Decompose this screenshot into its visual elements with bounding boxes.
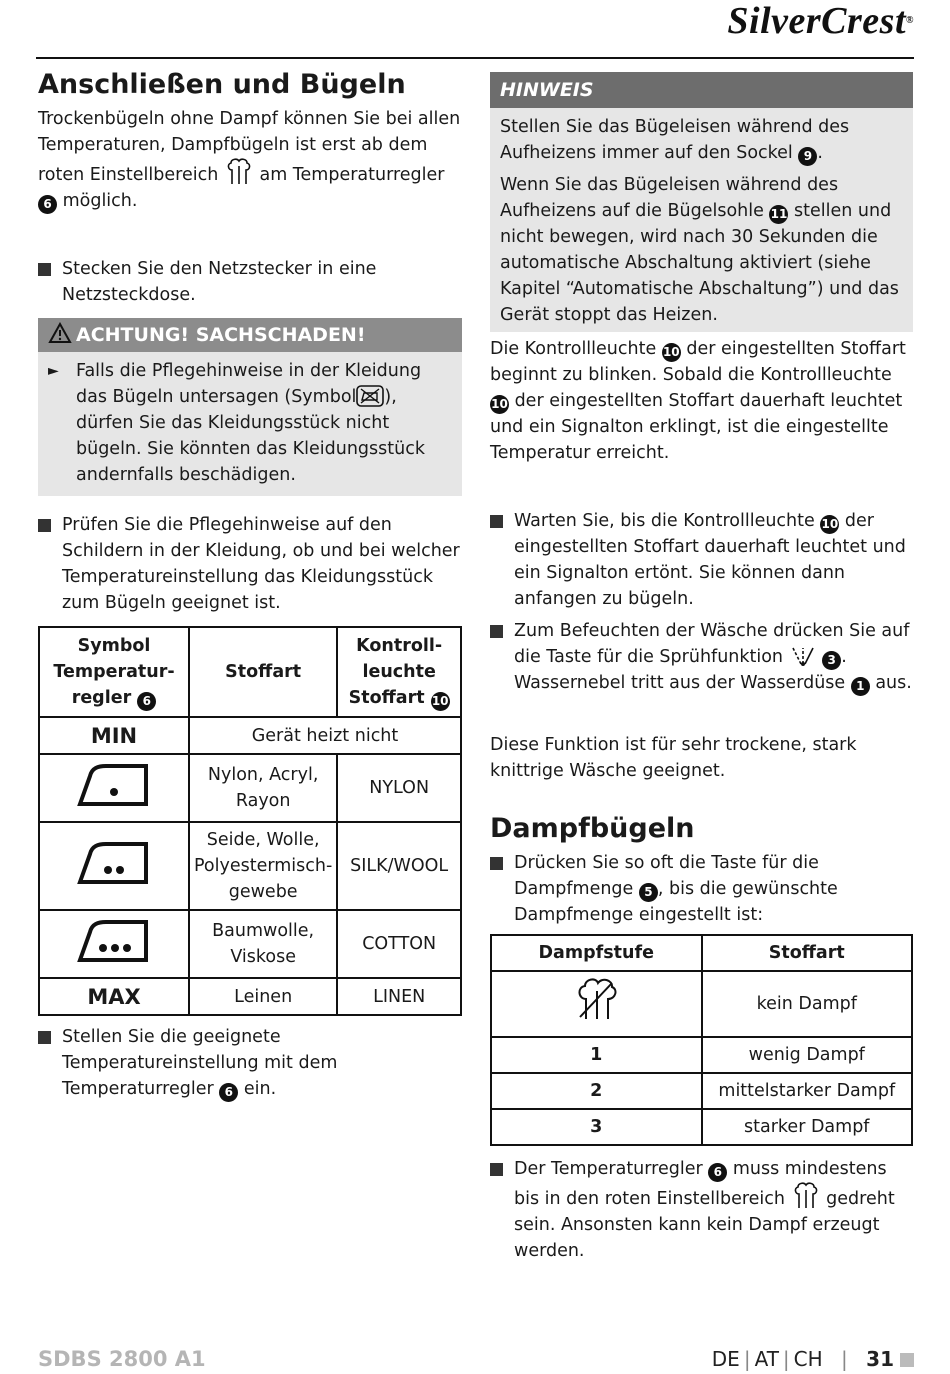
section-title: Anschließen und Bügeln xyxy=(38,69,406,100)
number-10-icon: 10 xyxy=(431,692,450,711)
number-10-icon: 10 xyxy=(820,515,839,534)
iron-three-dots-icon xyxy=(39,910,189,978)
lamp-cell: NYLON xyxy=(337,754,461,822)
steam-level-cell: 2 xyxy=(491,1073,702,1109)
no-ironing-symbol-icon xyxy=(356,385,384,407)
number-1-icon: 1 xyxy=(851,677,870,696)
note-body xyxy=(490,108,913,332)
number-6-icon: 6 xyxy=(137,692,156,711)
steam-level-cell: 1 xyxy=(491,1037,702,1073)
col-header-fabric: Stoffart xyxy=(702,935,913,971)
bullet-steam-amount: Drücken Sie so oft die Taste für die Dampfmenge 5 , bis die gewünschte Dampfmenge eingestellt ist: xyxy=(490,850,913,928)
lamp-cell: LINEN xyxy=(337,978,461,1015)
table-row xyxy=(491,1073,912,1109)
page-number: 31 xyxy=(866,1347,894,1371)
table-row xyxy=(491,1037,912,1073)
fabric-cell: Leinen xyxy=(189,978,337,1015)
steam-fabric-cell: kein Dampf xyxy=(702,971,913,1037)
table-row xyxy=(39,822,461,910)
iron-two-dots-icon xyxy=(39,822,189,910)
steam-fabric-cell: mittelstarker Dampf xyxy=(702,1073,913,1109)
col-header-symbol: Symbol Temperatur- regler 6 xyxy=(39,627,189,717)
right-column xyxy=(490,72,913,1264)
setting-min: MIN xyxy=(39,717,189,754)
col-header-fabric: Stoffart xyxy=(189,627,337,717)
note-header: HINWEIS xyxy=(490,72,913,108)
table-row xyxy=(491,971,912,1037)
function-paragraph: Diese Funktion ist für sehr trockene, stark knittrige Wäsche geeignet. xyxy=(490,735,857,781)
header-rule xyxy=(36,57,914,59)
spray-icon xyxy=(789,644,817,666)
warning-box xyxy=(38,318,462,496)
steam-fabric-cell: wenig Dampf xyxy=(702,1037,913,1073)
fabric-cell: Nylon, Acryl, Rayon xyxy=(189,754,337,822)
number-3-icon: 3 xyxy=(822,651,841,670)
table-row xyxy=(39,754,461,822)
number-10-icon: 10 xyxy=(662,343,681,362)
steam-table xyxy=(490,934,913,1146)
number-5-icon: 5 xyxy=(639,883,658,902)
iron-one-dot-icon xyxy=(39,754,189,822)
table-row xyxy=(39,717,461,754)
number-9-icon: 9 xyxy=(798,147,817,166)
setting-max: MAX xyxy=(39,978,189,1015)
steam-fabric-cell: starker Dampf xyxy=(702,1109,913,1145)
steam-range-icon xyxy=(224,158,254,186)
footer-locale-page: DE | AT | CH | 31 xyxy=(712,1346,914,1372)
arrow-bullet-icon: ► xyxy=(48,363,59,379)
intro-paragraph: Trockenbügeln ohne Dampf können Sie bei allen Temperaturen, Dampfbügeln ist erst ab dem roten Einstellbereich am Temperaturregler 6 möglich. xyxy=(38,106,462,214)
bullet-spray: Zum Befeuchten der Wäsche drücken Sie auf die Taste für die Sprühfunktion 3 . Wassernebel tritt aus der Wasserdüse 1 aus. xyxy=(490,618,913,696)
note-box xyxy=(490,72,913,332)
footer-square-icon xyxy=(900,1353,914,1367)
table-row xyxy=(39,910,461,978)
note-paragraph: Stellen Sie das Bügeleisen während des Aufheizens immer auf den Sockel 9 . xyxy=(500,114,903,166)
no-steam-icon xyxy=(491,971,702,1037)
number-11-icon: 11 xyxy=(769,205,788,224)
number-10-icon: 10 xyxy=(490,395,509,414)
steam-range-icon xyxy=(791,1182,821,1210)
bullet-set-temperature: Stellen Sie die geeignete Temperatureinstellung mit dem Temperaturregler 6 ein. xyxy=(38,1024,462,1102)
col-header-steam-level: Dampfstufe xyxy=(491,935,702,971)
note-paragraph: Wenn Sie das Bügeleisen während des Aufheizens auf die Bügelsohle 11 stellen und nicht bewegen, wird nach 30 Sekunden die automatische Abschaltung aktiviert (siehe Kapitel “Automatische Abschaltung”) und das Gerät stoppt das Heizen. xyxy=(500,175,899,325)
warning-header: ACHTUNG! SACHSCHADEN! xyxy=(38,318,462,352)
bullet-check-labels: Prüfen Sie die Pflegehinweise auf den Schildern in der Kleidung, ob und bei welcher Temperatureinstellung das Kleidungsstück zum Bügeln geeignet ist. xyxy=(38,512,462,616)
warning-triangle-icon xyxy=(48,322,72,344)
min-description: Gerät heizt nicht xyxy=(189,717,461,754)
col-header-lamp: Kontroll- leuchte Stoffart 10 xyxy=(337,627,461,717)
bullet-wait: Warten Sie, bis die Kontrollleuchte 10 der eingestellten Stoffart dauerhaft leuchtet und ein Signalton ertönt. Sie können dann anfangen zu bügeln. xyxy=(490,508,913,612)
left-column xyxy=(38,68,462,1102)
table-row xyxy=(39,978,461,1015)
number-6-icon: 6 xyxy=(38,195,57,214)
bullet-temperature-regulator: Der Temperaturregler 6 muss mindestens bis in den roten Einstellbereich gedreht sein. Ansonsten kann kein Dampf erzeugt werden. xyxy=(490,1156,913,1264)
footer-model: SDBS 2800 A1 xyxy=(38,1347,206,1371)
lamp-cell: COTTON xyxy=(337,910,461,978)
warning-body: ► Falls die Pflegehinweise in der Kleidung das Bügeln untersagen (Symbol ), dürfen Sie das Kleidungsstück nicht bügeln. Sie könnten das Kleidungsstück andernfalls beschädigen. xyxy=(38,352,462,496)
section-title-steam: Dampfbügeln xyxy=(490,813,695,844)
steam-level-cell: 3 xyxy=(491,1109,702,1145)
lamp-paragraph: Die Kontrollleuchte 10 der eingestellten Stoffart beginnt zu blinken. Sobald die Kontrollleuchte 10 der eingestellten Stoffart dauerhaft leuchtet und ein Signalton erklingt, ist die eingestellte Temperatur erreicht. xyxy=(490,339,906,463)
table-row xyxy=(491,1109,912,1145)
fabric-cell: Baumwolle, Viskose xyxy=(189,910,337,978)
fabric-cell: Seide, Wolle, Polyestermisch-gewebe xyxy=(189,822,337,910)
lamp-cell: SILK/WOOL xyxy=(337,822,461,910)
number-6-icon: 6 xyxy=(219,1083,238,1102)
temperature-table xyxy=(38,626,462,1016)
number-6-icon: 6 xyxy=(708,1163,727,1182)
brand-logo: SilverCrest® xyxy=(727,0,914,42)
bullet-plug-in: Stecken Sie den Netzstecker in eine Netzsteckdose. xyxy=(38,256,462,308)
